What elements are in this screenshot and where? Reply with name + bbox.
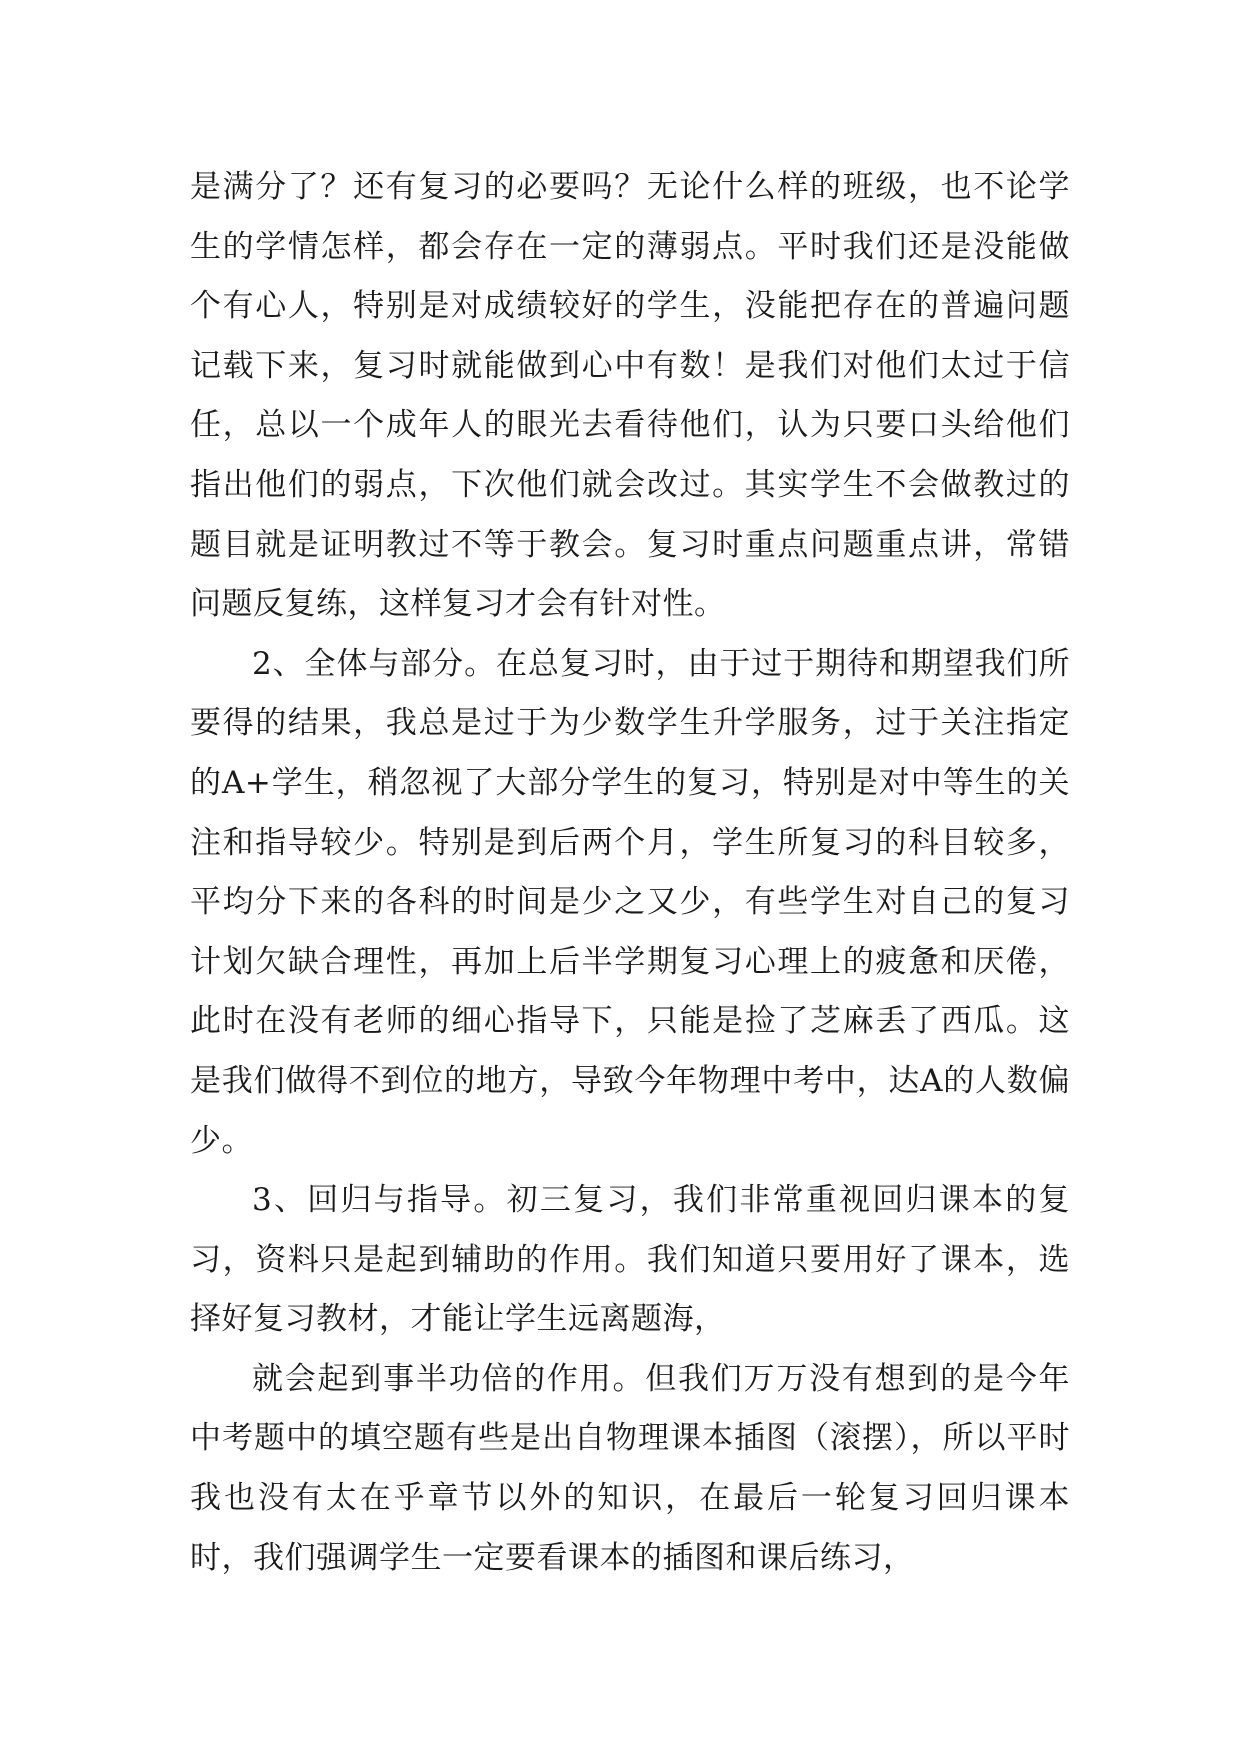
paragraph-half-effort: 就会起到事半功倍的作用。但我们万万没有想到的是今年中考题中的填空题有些是出自物理课本插图（滚摆），所以平时我也没有太在乎章节以外的知识，在最后一轮复习回归课本时，我们强调学生一定要看课本的插图和课后练习， (190, 1360, 1070, 1576)
document-body (190, 158, 1070, 1588)
paragraph-continuation: 是满分了？还有复习的必要吗？无论什么样的班级，也不论学生的学情怎样，都会存在一定的薄弱点。平时我们还是没能做个有心人，特别是对成绩较好的学生，没能把存在的普遍问题记载下来，复习时就能做到心中有数！是我们对他们太过于信任，总以一个成年人的眼光去看待他们，认为只要口头给他们指出他们的弱点，下次他们就会改过。其实学生不会做教过的题目就是证明教过不等于教会。复习时重点问题重点讲，常错问题反复练，这样复习才会有针对性。 (190, 169, 1070, 623)
paragraph-return-and-guidance: 3、回归与指导。初三复习，我们非常重视回归课本的复习，资料只是起到辅助的作用。我们知道只要用好了课本，选择好复习教材，才能让学生远离题海， (190, 1182, 1070, 1338)
paragraph-whole-and-part: 2、全体与部分。在总复习时，由于过于期待和期望我们所要得的结果，我总是过于为少数学生升学服务，过于关注指定的A+学生，稍忽视了大部分学生的复习，特别是对中等生的关注和指导较少。特别是到后两个月，学生所复习的科目较多，平均分下来的各科的时间是少之又少，有些学生对自己的复习计划欠缺合理性，再加上后半学期复习心理上的疲惫和厌倦，此时在没有老师的细心指导下，只能是捡了芝麻丢了西瓜。这是我们做得不到位的地方，导致今年物理中考中，达A的人数偏少。 (190, 645, 1070, 1159)
